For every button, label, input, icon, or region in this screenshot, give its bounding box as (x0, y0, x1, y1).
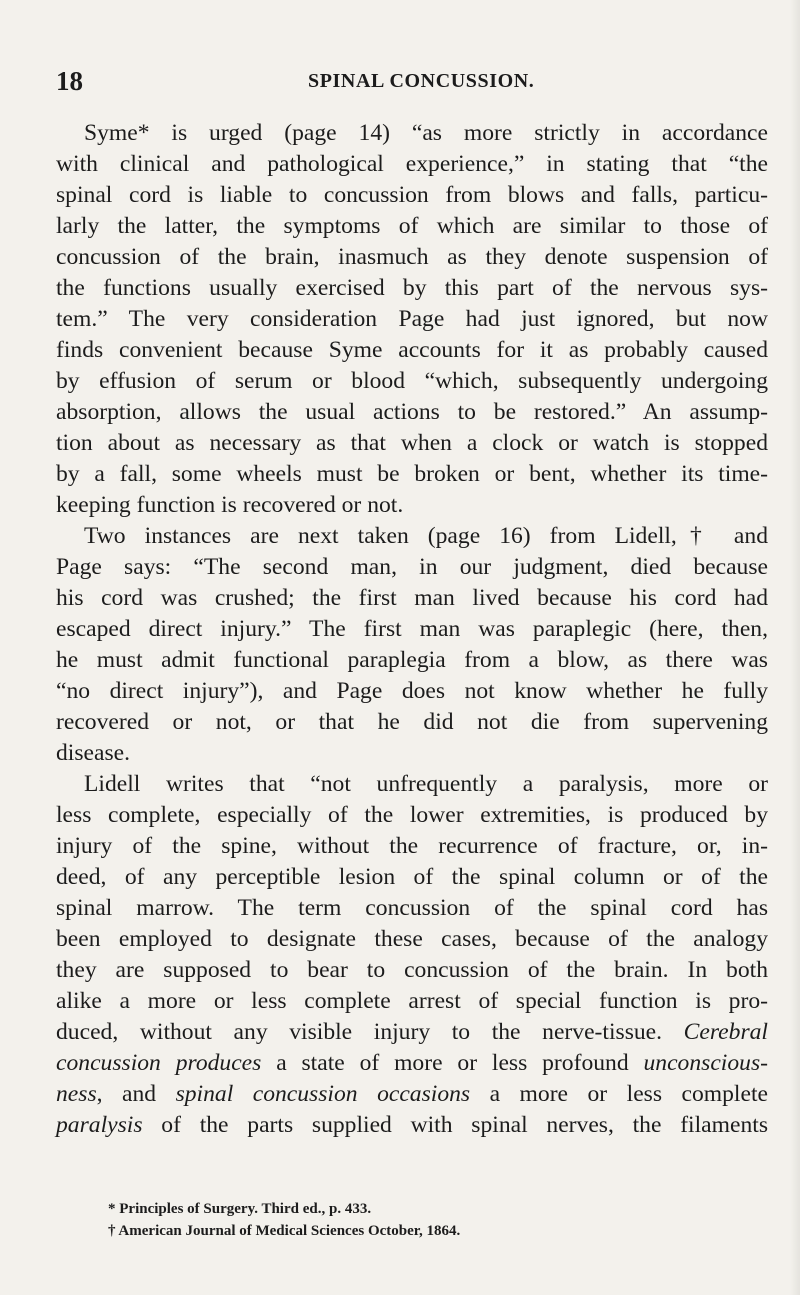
text-line: Syme* is urged (page 14) “as more strictly in accordance (84, 120, 768, 146)
italic-phrase: occasions (377, 1081, 471, 1107)
text-fragment: , and (96, 1081, 176, 1107)
text-line-mixed (56, 1048, 768, 1079)
text-line: deed, of any perceptible lesion of the spinal column or of the (56, 864, 768, 890)
text-line-mixed (56, 1079, 768, 1110)
text-line-mixed (56, 1017, 768, 1048)
text-line: keeping function is recovered or not. (56, 492, 404, 518)
italic-phrase: Cerebral (683, 1019, 768, 1045)
italic-phrase: produces (175, 1050, 262, 1076)
text-line: concussion of the brain, inasmuch as they denote suspension of (56, 244, 768, 270)
running-title: SPINAL CONCUSSION. (308, 70, 535, 92)
text-line: he must admit functional paraplegia from a blow, as there was (56, 647, 768, 673)
text-line: finds convenient because Syme accounts for it as probably caused (56, 337, 768, 363)
text-line: spinal cord is liable to concussion from blows and falls, particu- (56, 182, 768, 208)
text-line: larly the latter, the symptoms of which are similar to those of (56, 213, 768, 239)
text-line: less complete, especially of the lower extremities, is produced by (56, 802, 768, 828)
text-line: “no direct injury”), and Page does not know whether he fully (56, 678, 768, 704)
italic-phrase: spinal concussion (175, 1081, 358, 1107)
text-line: alike a more or less complete arrest of special function is pro- (56, 988, 768, 1014)
text-line: been employed to designate these cases, because of the analogy (56, 926, 768, 952)
text-line: escaped direct injury.” The first man was paraplegic (here, then, (56, 616, 768, 642)
text-line: absorption, allows the usual actions to be restored.” An assump- (56, 399, 768, 425)
text-fragment: a state of more or less profound (261, 1050, 644, 1076)
text-fragment: a more or less complete (470, 1081, 768, 1107)
body-text (56, 118, 768, 1141)
text-line: the functions usually exercised by this part of the nervous sys- (56, 275, 768, 301)
text-line: Lidell writes that “not unfrequently a paralysis, more or (84, 771, 768, 797)
italic-phrase: unconscious- (643, 1050, 768, 1076)
text-line: recovered or not, or that he did not die from supervening (56, 709, 768, 735)
text-line: spinal marrow. The term concussion of the spinal cord has (56, 895, 768, 921)
text-line: tion about as necessary as that when a clock or watch is stopped (56, 430, 768, 456)
text-line: Page says: “The second man, in our judgment, died because (56, 554, 768, 580)
text-line: they are supposed to bear to concussion of the brain. In both (56, 957, 768, 983)
footnote: † American Journal of Medical Sciences October, 1864. (108, 1223, 461, 1239)
text-line: his cord was crushed; the first man lived because his cord had (56, 585, 768, 611)
italic-phrase: ness (56, 1081, 97, 1107)
text-line: Two instances are next taken (page 16) from Lidell,† and (84, 523, 768, 549)
page-edge-shadow (790, 0, 800, 1295)
text-line-mixed (56, 1110, 768, 1141)
footnote: * Principles of Surgery. Third ed., p. 433. (108, 1201, 372, 1217)
text-fragment: of the parts supplied with spinal nerves, the filaments (142, 1112, 768, 1138)
text-line: tem.” The very consideration Page had just ignored, but now (56, 306, 768, 332)
footnotes (108, 1198, 460, 1242)
text-line: by effusion of serum or blood “which, subsequently undergoing (56, 368, 768, 394)
text-line: with clinical and pathological experience,” in stating that “the (56, 151, 768, 177)
page-number: 18 (56, 66, 83, 96)
italic-phrase: paralysis (56, 1112, 143, 1138)
text-fragment: duced, without any visible injury to the nerve-tissue. (56, 1019, 663, 1045)
text-line: injury of the spine, without the recurrence of fracture, or, in- (56, 833, 768, 859)
text-line: disease. (56, 740, 131, 766)
running-head (56, 62, 768, 102)
text-line: by a fall, some wheels must be broken or bent, whether its time- (56, 461, 768, 487)
italic-phrase: concussion (56, 1050, 161, 1076)
